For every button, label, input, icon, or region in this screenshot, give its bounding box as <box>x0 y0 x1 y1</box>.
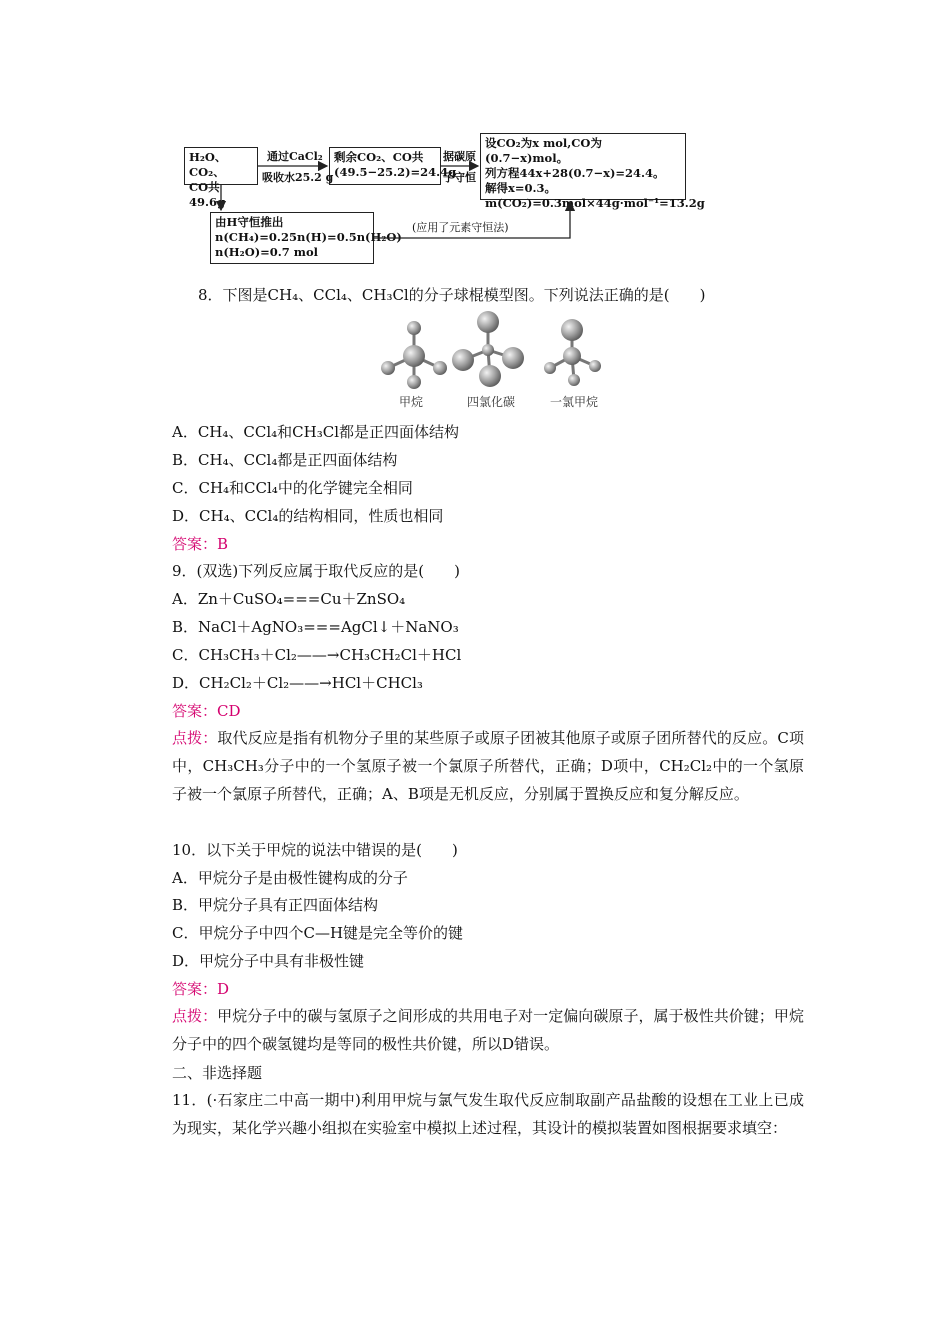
flow-calc-line2: 列方程44x+28(0.7−x)=24.4。 <box>485 166 665 180</box>
flow-calc-line3: 解得x=0.3。 <box>485 181 556 195</box>
q8-answer: 答案：B <box>172 535 229 553</box>
bottom-arrow-label: (应用了元素守恒法) <box>412 221 509 234</box>
flow-arrows <box>0 0 950 280</box>
q10-stem: 10．以下关于甲烷的说法中错误的是( ) <box>172 841 458 859</box>
ch3cl-model <box>544 319 601 386</box>
q9-stem: 9．(双选)下列反应属于取代反应的是( ) <box>172 562 460 580</box>
q9-answer: 答案：CD <box>172 702 241 720</box>
q9-hint-text: 取代反应是指有机物分子里的某些原子或原子团被其他原子或原子团所替代的反应。C项中，CH₃CH₃分子中的一个氢原子被一个氯原子所替代，正确；D项中，CH₂Cl₂中的一个氢原子被一个氯原子所替代，正确；A、B项是无机反应，分别属于置换反应和复分解反应。 <box>172 729 804 803</box>
q10-option-c: C．甲烷分子中四个C—H键是完全等价的键 <box>172 924 464 942</box>
q8-option-d: D．CH₄、CCl₄的结构相同，性质也相同 <box>172 507 444 525</box>
arrow2-bottom-label: 子守恒 <box>443 171 476 184</box>
q10-option-b: B．甲烷分子具有正四面体结构 <box>172 896 379 914</box>
label-methane: 甲烷 <box>399 395 424 409</box>
flow-hydrogen-line3: n(H₂O)=0.7 mol <box>215 245 319 259</box>
q10-option-a: A．甲烷分子是由极性键构成的分子 <box>172 869 408 887</box>
q10-option-d: D．甲烷分子中具有非极性键 <box>172 952 365 970</box>
q9-hint-label: 点拨： <box>172 729 218 747</box>
flow-calc-line4: m(CO₂)=0.3mol×44g·mol⁻¹=13.2g <box>485 196 705 210</box>
q9-option-b: B．NaCl＋AgNO₃===AgCl↓＋NaNO₃ <box>172 618 459 636</box>
q8-option-b: B．CH₄、CCl₄都是正四面体结构 <box>172 451 398 469</box>
arrow1-bottom-label: 吸收水25.2 g <box>262 171 334 184</box>
q9-option-d: D．CH₂Cl₂＋Cl₂——→HCl＋CHCl₃ <box>172 674 423 692</box>
q10-answer: 答案：D <box>172 980 230 998</box>
q9-option-c: C．CH₃CH₃＋Cl₂——→CH₃CH₂Cl＋HCl <box>172 646 462 664</box>
flow-box-remaining-line1: 剩余CO₂、CO共 <box>334 150 424 164</box>
q10-hint <box>172 1002 804 1058</box>
q11-stem: 11．(·石家庄二中高一期中)利用甲烷与氯气发生取代反应制取副产品盐酸的设想在工业上已成为现实，某化学兴趣小组拟在实验室中模拟上述过程，其设计的模拟装置如图根据要求填空： <box>172 1091 804 1137</box>
q9-hint <box>172 724 804 808</box>
ccl4-model <box>452 311 524 387</box>
flow-calc-line1: 设CO₂为x mol,CO为(0.7−x)mol。 <box>485 136 602 165</box>
q10-hint-label: 点拨： <box>172 1007 218 1025</box>
q9-option-a: A．Zn＋CuSO₄===Cu＋ZnSO₄ <box>172 590 406 608</box>
arrow4 <box>374 202 570 238</box>
q8-option-a: A．CH₄、CCl₄和CH₃Cl都是正四面体结构 <box>172 423 460 441</box>
q8-stem: 8．下图是CH₄、CCl₄、CH₃Cl的分子球棍模型图。下列说法正确的是( ) <box>198 286 706 304</box>
flow-box-mixture-line2: CO共49.6g <box>189 180 226 209</box>
label-ch3cl: 一氯甲烷 <box>550 395 599 409</box>
arrow1-top-label: 通过CaCl₂ <box>267 150 323 163</box>
arrow2-top-label: 据碳原 <box>443 150 476 163</box>
flow-hydrogen-line2: n(CH₄)=0.25n(H)=0.5n(H₂O) <box>215 230 402 244</box>
methane-model <box>381 321 447 389</box>
flow-box-mixture-line1: H₂O、CO₂、 <box>189 150 227 179</box>
flow-box-remaining-line2: (49.5−25.2)=24.4g <box>334 165 457 179</box>
q8-option-c: C．CH₄和CCl₄中的化学键完全相同 <box>172 479 413 497</box>
section-heading: 二、非选择题 <box>172 1064 263 1082</box>
q10-hint-text: 甲烷分子中的碳与氢原子之间形成的共用电子对一定偏向碳原子，属于极性共价键；甲烷分子中的四个碳氢键均是等同的极性共价键，所以D错误。 <box>172 1007 804 1053</box>
label-ccl4: 四氯化碳 <box>467 395 516 409</box>
flow-hydrogen-line1: 由H守恒推出 <box>215 215 284 229</box>
